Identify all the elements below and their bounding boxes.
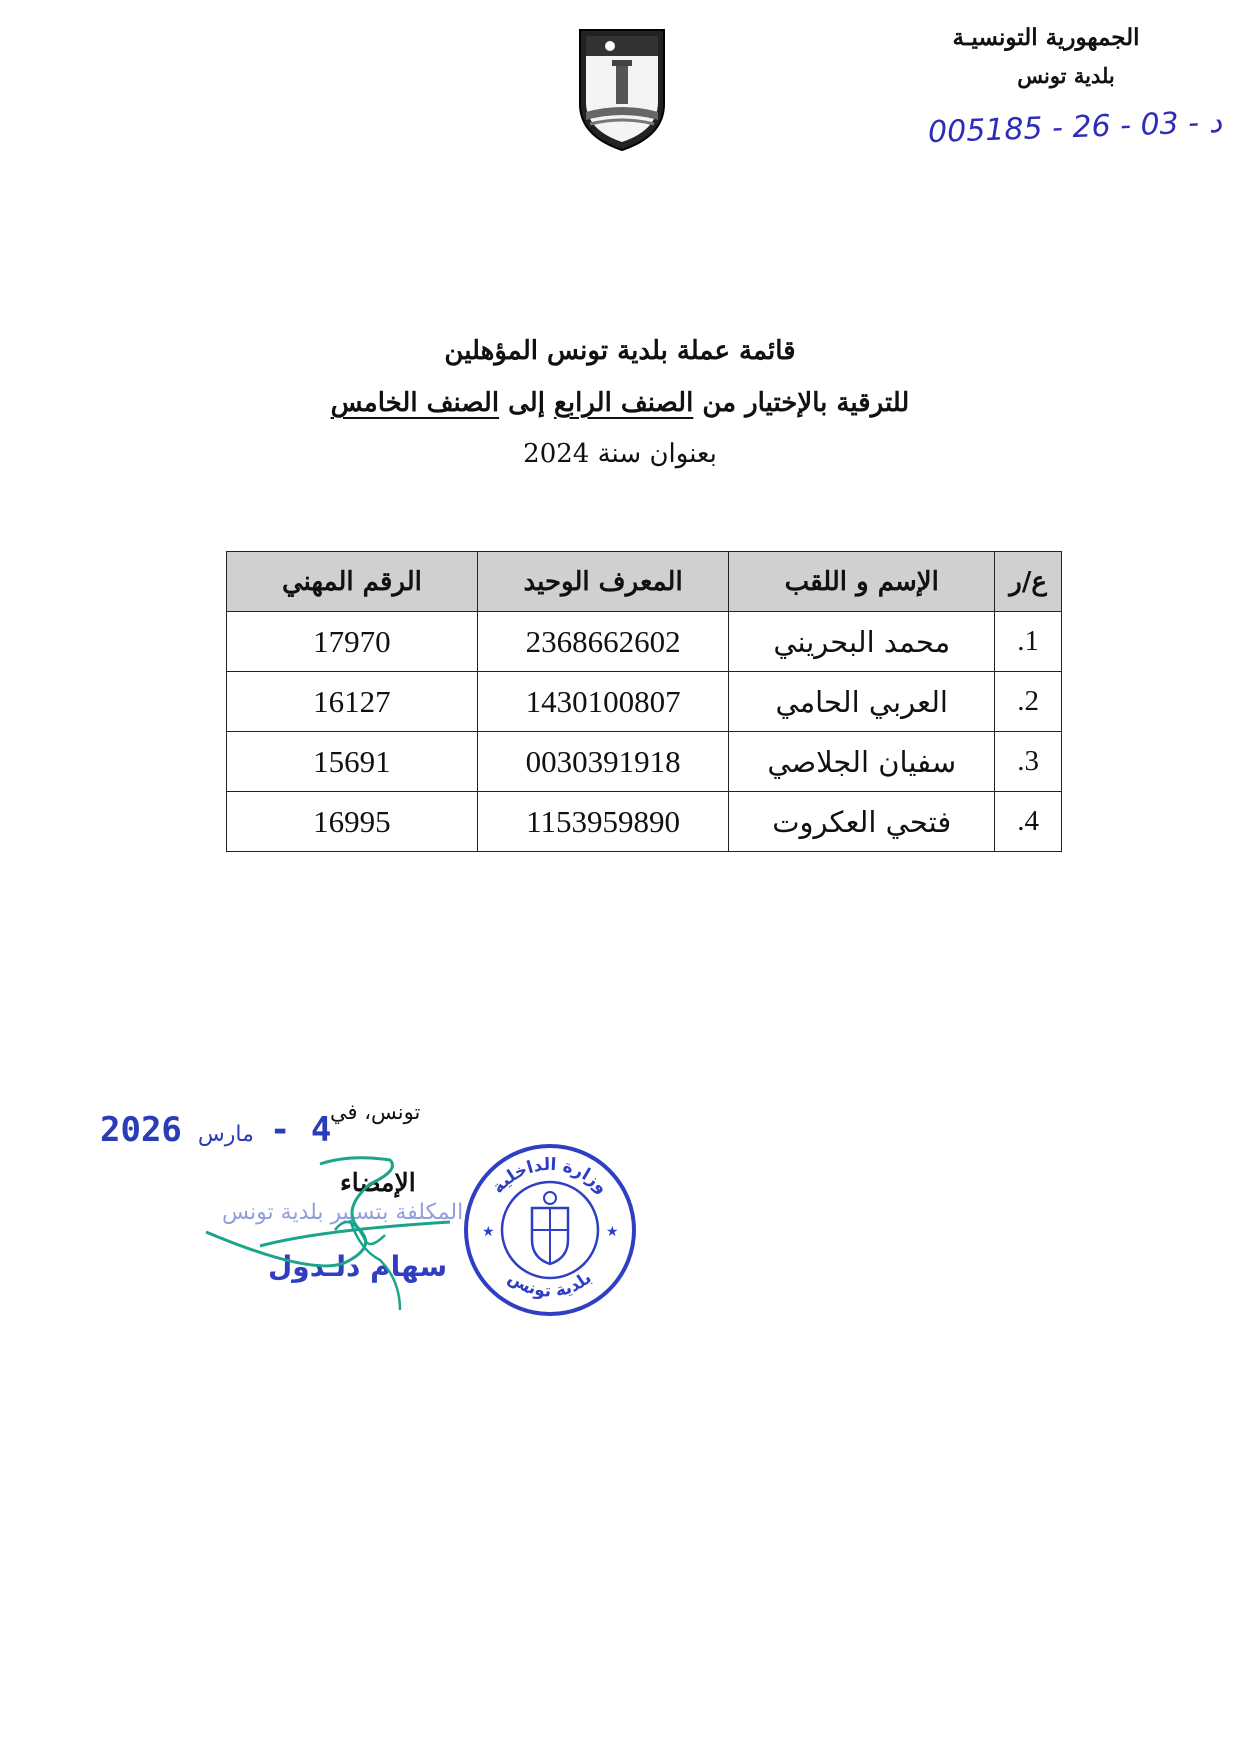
row-num: 4. — [995, 792, 1062, 852]
title-prefix: للترقية بالإختيار من — [693, 388, 910, 418]
table-header-row — [227, 552, 1062, 612]
row-professional-id: 15691 — [227, 732, 478, 792]
row-professional-id: 17970 — [227, 612, 478, 672]
row-professional-id: 16995 — [227, 792, 478, 852]
title-line-2 — [0, 377, 1240, 429]
handwritten-signature-icon — [200, 1150, 480, 1320]
svg-text:بلدية تونس — [504, 1268, 595, 1302]
date-month: مارس — [197, 1122, 254, 1147]
table-row — [227, 612, 1062, 672]
row-name: فتحي العكروت — [729, 792, 995, 852]
header-block — [896, 24, 1196, 100]
reference-number: د - 03 - 26 - 005185 — [927, 104, 1223, 151]
header-professional-id: الرقم المهني — [227, 552, 478, 612]
date-day: 4 - — [269, 1110, 332, 1150]
document-title — [0, 325, 1240, 479]
header-name: الإسم و اللقب — [729, 552, 995, 612]
row-name: العربي الحامي — [729, 672, 995, 732]
title-from-grade: الصنف الرابع — [554, 388, 694, 418]
signature-label: الإمضاء — [340, 1168, 416, 1197]
header-num: ع/ر — [995, 552, 1062, 612]
row-num: 1. — [995, 612, 1062, 672]
header-unique-id: المعرف الوحيد — [477, 552, 728, 612]
table-row — [227, 792, 1062, 852]
title-line-1: قائمة عملة بلدية تونس المؤهلين — [444, 336, 796, 366]
row-professional-id: 16127 — [227, 672, 478, 732]
svg-text:★: ★ — [482, 1224, 495, 1240]
title-to-grade: الصنف الخامس — [330, 388, 500, 418]
row-num: 2. — [995, 672, 1062, 732]
signatory-title: المكلفة بتسيير بلدية تونس — [222, 1200, 464, 1225]
official-seal-icon — [460, 1140, 640, 1320]
seal-text-top: وزارة الداخلية — [488, 1154, 612, 1198]
place-label: تونس، في — [330, 1100, 421, 1124]
row-name: محمد البحريني — [729, 612, 995, 672]
row-num: 3. — [995, 732, 1062, 792]
date-year: 2026 — [100, 1110, 182, 1150]
date-stamp — [100, 1110, 331, 1150]
municipality-name: بلدية تونس — [1017, 63, 1115, 88]
row-unique-id: 1153959890 — [477, 792, 728, 852]
row-name: سفيان الجلاصي — [729, 732, 995, 792]
table-row — [227, 732, 1062, 792]
municipality-crest-icon — [572, 24, 672, 154]
table-row — [227, 672, 1062, 732]
staff-table — [226, 551, 1062, 852]
row-unique-id: 2368662602 — [477, 612, 728, 672]
row-unique-id: 0030391918 — [477, 732, 728, 792]
signatory-name: سهام دلـدول — [268, 1250, 448, 1283]
svg-text:★: ★ — [606, 1224, 619, 1240]
republic-name: الجمهورية التونسيـة — [952, 24, 1140, 51]
seal-text-bottom: بلدية تونس — [504, 1267, 596, 1302]
row-unique-id: 1430100807 — [477, 672, 728, 732]
title-line-3: بعنوان سنة 2024 — [523, 439, 717, 469]
title-mid: إلى — [499, 388, 554, 418]
